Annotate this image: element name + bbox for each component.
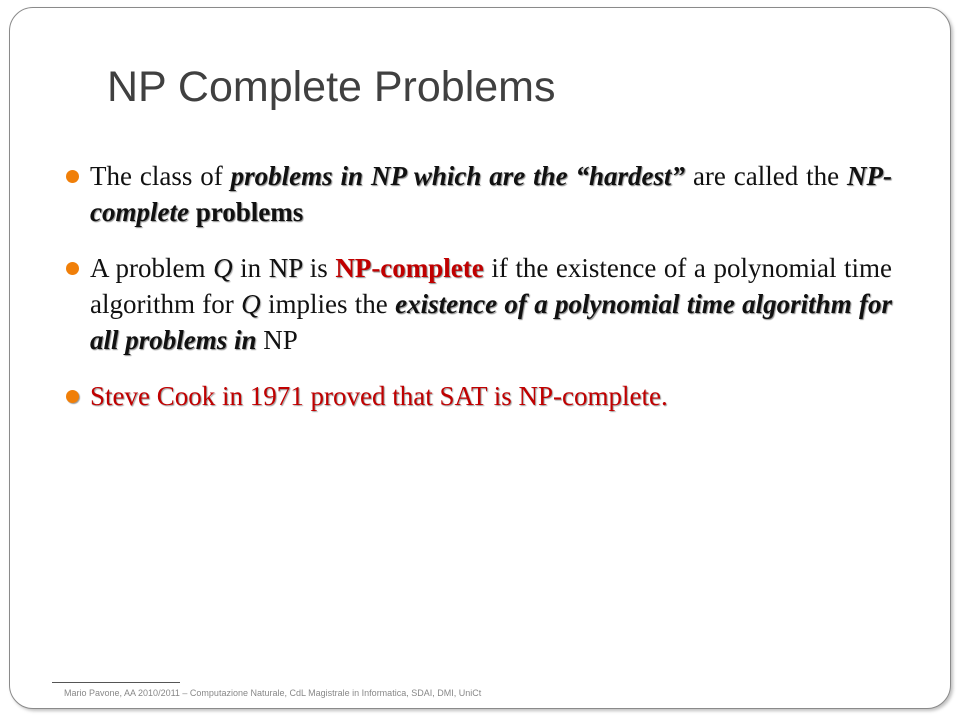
bullet-text-plain: NP — [256, 325, 298, 355]
bullet-text-plain: The class of — [90, 161, 231, 191]
slide-footer: Mario Pavone, AA 2010/2011 – Computazione Naturale, CdL Magistrale in Informatica, SDAI, DMI, UniCt — [64, 688, 482, 698]
bullet-text-variable: Q — [241, 289, 261, 319]
bullet-dot-icon — [66, 390, 79, 403]
bullet-item-cook-theorem — [66, 378, 892, 414]
bullet-text-emphasis: problems in NP which are the “hardest” — [230, 161, 686, 191]
bullet-text-plain: are called the — [685, 161, 848, 191]
bullet-text-bold: problems — [188, 197, 304, 227]
bullet-dot-icon — [66, 262, 79, 275]
bullet-text — [90, 158, 892, 230]
bullet-text: Steve Cook in 1971 proved that SAT is NP-complete. — [90, 381, 668, 411]
bullet-list — [66, 158, 892, 434]
bullet-text-emphasis: NP-complete — [90, 161, 893, 227]
bullet-text-highlight: NP-complete — [335, 253, 484, 283]
bullet-text — [90, 250, 892, 358]
bullet-item-np-complete-definition — [66, 158, 892, 230]
bullet-dot-icon — [66, 170, 79, 183]
bullet-text-variable: Q — [213, 253, 233, 283]
footer-divider — [52, 682, 180, 683]
bullet-text-emphasis: existence of a polynomial time algorithm for all problems in — [90, 289, 893, 355]
bullet-item-np-complete-condition — [66, 250, 892, 358]
bullet-text-plain: is — [302, 253, 336, 283]
bullet-text-plain: in — [232, 253, 269, 283]
bullet-text-plain: A problem — [90, 253, 214, 283]
bullet-text-np: NP — [268, 253, 303, 283]
slide-title: NP Complete Problems — [107, 63, 556, 111]
bullet-text-plain: if the existence of a polynomial time algorithm for — [90, 253, 892, 319]
bullet-text-plain: implies the — [260, 289, 396, 319]
